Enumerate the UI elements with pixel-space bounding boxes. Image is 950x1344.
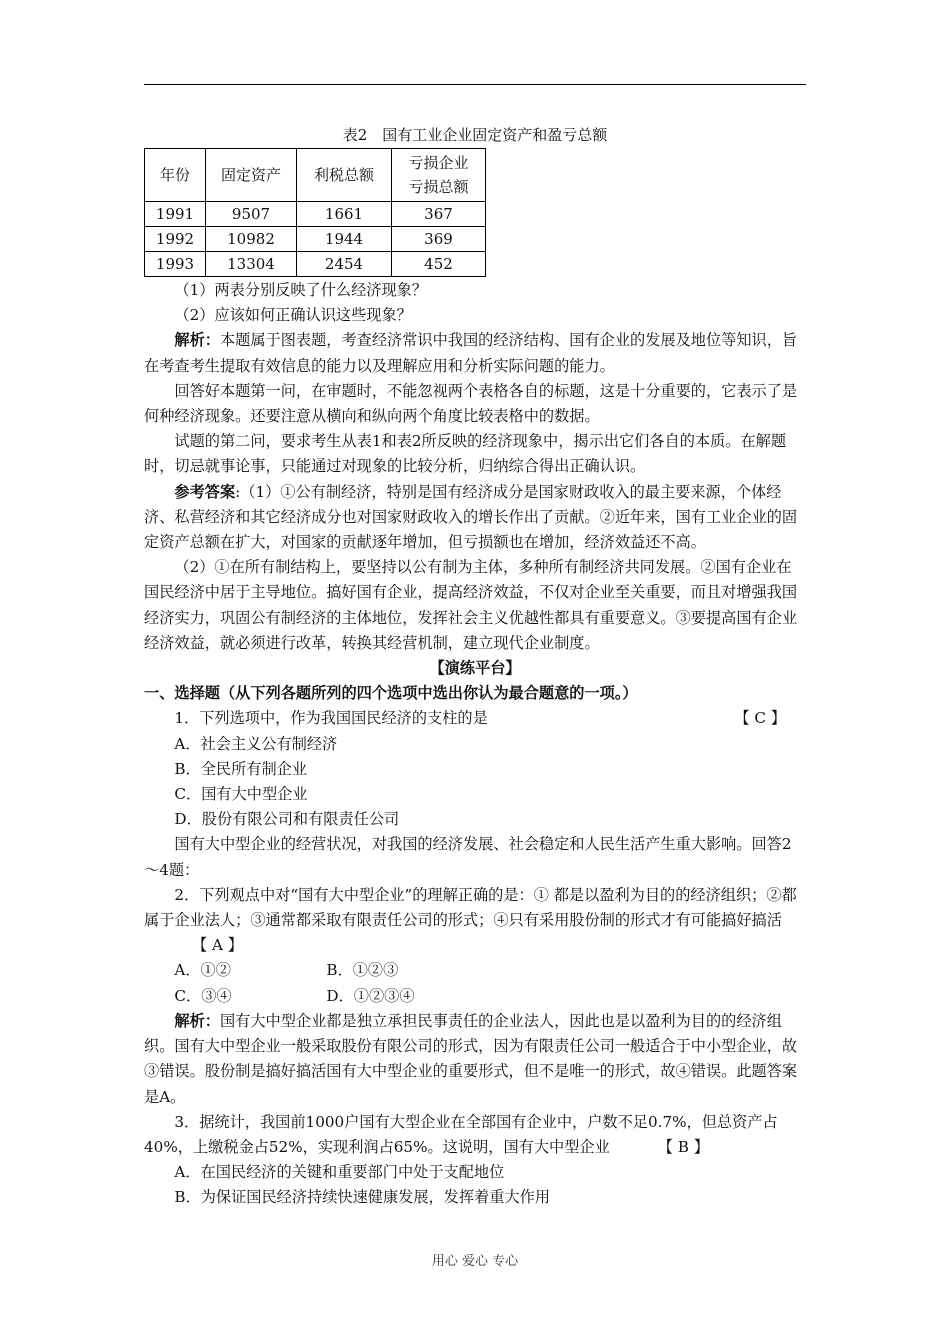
table-cell: 1992 xyxy=(145,227,206,252)
analysis-label: 解析： xyxy=(174,331,220,350)
table-row xyxy=(145,227,486,252)
header-loss-line1: 亏损企业 xyxy=(408,154,469,172)
q3-option-a: A．在国民经济的关键和重要部门中处于支配地位 xyxy=(174,1163,505,1182)
q3-option-b: B．为保证国民经济持续快速健康发展，发挥着重大作用 xyxy=(174,1188,551,1207)
reference-label: 参考答案 xyxy=(174,482,236,501)
practice-title: 【演练平台】 xyxy=(429,659,521,678)
reference-text-1: :（1）①公有制经济，特别是国有经济成分是国家财政收入的最主要来源，个体经济、私营经济和其它经济成分也对国家财政收入的增长作出了贡献。②近年来，国有工业企业的固定资产总额在扩大，对国家的贡献逐年增加，但亏损额也在增加，经济效益还不高。 xyxy=(144,482,798,552)
table-cell: 10982 xyxy=(206,227,297,252)
q1-option-d: D．股份有限公司和有限责任公司 xyxy=(174,810,400,829)
header-profit-tax: 利税总额 xyxy=(297,149,392,202)
table-caption: 表2 国有工业企业固定资产和盈亏总额 xyxy=(342,126,608,144)
reference-paragraph-1 xyxy=(144,480,806,556)
analysis-paragraph-2: 回答好本题第一问，在审题时，不能忽视两个表格各自的标题，这是十分重要的，它表示了是何种经济现象。还要注意从横向和纵向两个角度比较表格中的数据。 xyxy=(144,381,798,426)
table-cell: 1993 xyxy=(145,252,206,277)
q2-stem-text: 2．下列观点中对“国有大中型企业”的理解正确的是：① 都是以盈利为目的的经济组织；②都属于企业法人；③通常都采取有限责任公司的形式；④只有采用股份制的形式才有可能搞好搞活 xyxy=(144,885,797,930)
q2-option-b: B．①②③ xyxy=(326,961,399,980)
q1-option-a: A．社会主义公有制经济 xyxy=(174,734,338,753)
table-cell: 369 xyxy=(392,227,486,252)
group-intro: 国有大中型企业的经营状况，对我国的经济发展、社会稳定和人民生活产生重大影响。回答2～4题： xyxy=(144,835,792,879)
table-cell: 9507 xyxy=(206,202,297,227)
q2-options-row-1 xyxy=(144,958,806,983)
table-cell: 13304 xyxy=(206,252,297,277)
analysis-text-1: 本题属于图表题，考查经济常识中我国的经济结构、国有企业的发展及地位等知识，旨在考查考生提取有效信息的能力以及理解应用和分析实际问题的能力。 xyxy=(144,331,798,375)
header-loss-line2: 亏损总额 xyxy=(408,178,469,196)
table-cell: 1944 xyxy=(297,227,392,252)
analysis-paragraph-3: 试题的第二问，要求考生从表1和表2所反映的经济现象中，揭示出它们各自的本质。在解题时，切忌就事论事，只能通过对现象的比较分析，归纳综合得出正确认识。 xyxy=(144,432,787,476)
table-row xyxy=(145,202,486,227)
table-cell: 1991 xyxy=(145,202,206,227)
q2-option-d: D．①②③④ xyxy=(326,986,415,1005)
q3-answer: 【 B 】 xyxy=(657,1137,709,1156)
header-rule xyxy=(144,84,806,85)
table-cell: 367 xyxy=(392,202,486,227)
q3-stem xyxy=(144,1110,806,1160)
q1-stem-row xyxy=(144,706,806,731)
question-2: （2）应该如何正确认识这些现象？ xyxy=(174,306,412,325)
table-cell: 452 xyxy=(392,252,486,277)
q2-stem xyxy=(144,883,806,959)
q3-stem-text: 3．据统计，我国前1000户国有大型企业在全部国有企业中，户数不足0.7%，但总资产占40%，上缴税金占52%，实现利润占65%。这说明，国有大中型企业 xyxy=(144,1112,778,1156)
table-cell: 1661 xyxy=(297,202,392,227)
q1-stem: 1．下列选项中，作为我国国民经济的支柱的是 xyxy=(174,709,488,728)
q2-options-row-2 xyxy=(144,984,806,1009)
reference-paragraph-2: （2）①在所有制结构上，要坚持以公有制为主体，多种所有制经济共同发展。②国有企业在国民经济中居于主导地位。搞好国有企业，提高经济效益，不仅对企业至关重要，而且对增强我国经济实力，巩固公有制经济的主体地位，发挥社会主义优越性都具有重要意义。③要提高国有企业经济效益，就必须进行改革，转换其经营机制，建立现代企业制度。 xyxy=(144,558,798,652)
header-year: 年份 xyxy=(145,149,206,202)
q2-answer: 【 A 】 xyxy=(192,936,243,955)
q2-option-a: A．①② xyxy=(174,961,231,980)
q2-option-c: C．③④ xyxy=(174,986,232,1005)
q1-answer: 【 C 】 xyxy=(734,709,786,728)
q2-analysis xyxy=(144,1009,806,1110)
section-heading: 一、选择题（从下列各题所列的四个选项中选出你认为最合题意的一项。） xyxy=(144,684,638,703)
table-cell: 2454 xyxy=(297,252,392,277)
question-1: （1）两表分别反映了什么经济现象？ xyxy=(174,281,428,299)
q1-option-b: B．全民所有制企业 xyxy=(174,759,308,778)
analysis-paragraph-1 xyxy=(144,328,806,378)
fixed-assets-table xyxy=(144,148,486,277)
page-footer: 用心 爱心 专心 xyxy=(431,1254,519,1269)
q2-analysis-label: 解析： xyxy=(174,1011,220,1030)
q2-analysis-text: 国有大中型企业都是独立承担民事责任的企业法人，因此也是以盈利为目的的经济组织。国有大中型企业一般采取股份有限公司的形式，因为有限责任公司一般适合于中小型企业，故③错误。股份制是搞好搞活国有大中型企业的重要形式，但不是唯一的形式，故④错误。此题答案是A。 xyxy=(144,1011,798,1106)
table-header-row xyxy=(145,149,486,202)
table-row xyxy=(145,252,486,277)
header-fixed-assets: 固定资产 xyxy=(206,149,297,202)
header-loss xyxy=(392,149,486,202)
q1-option-c: C．国有大中型企业 xyxy=(174,785,308,804)
document-body xyxy=(144,278,806,1211)
